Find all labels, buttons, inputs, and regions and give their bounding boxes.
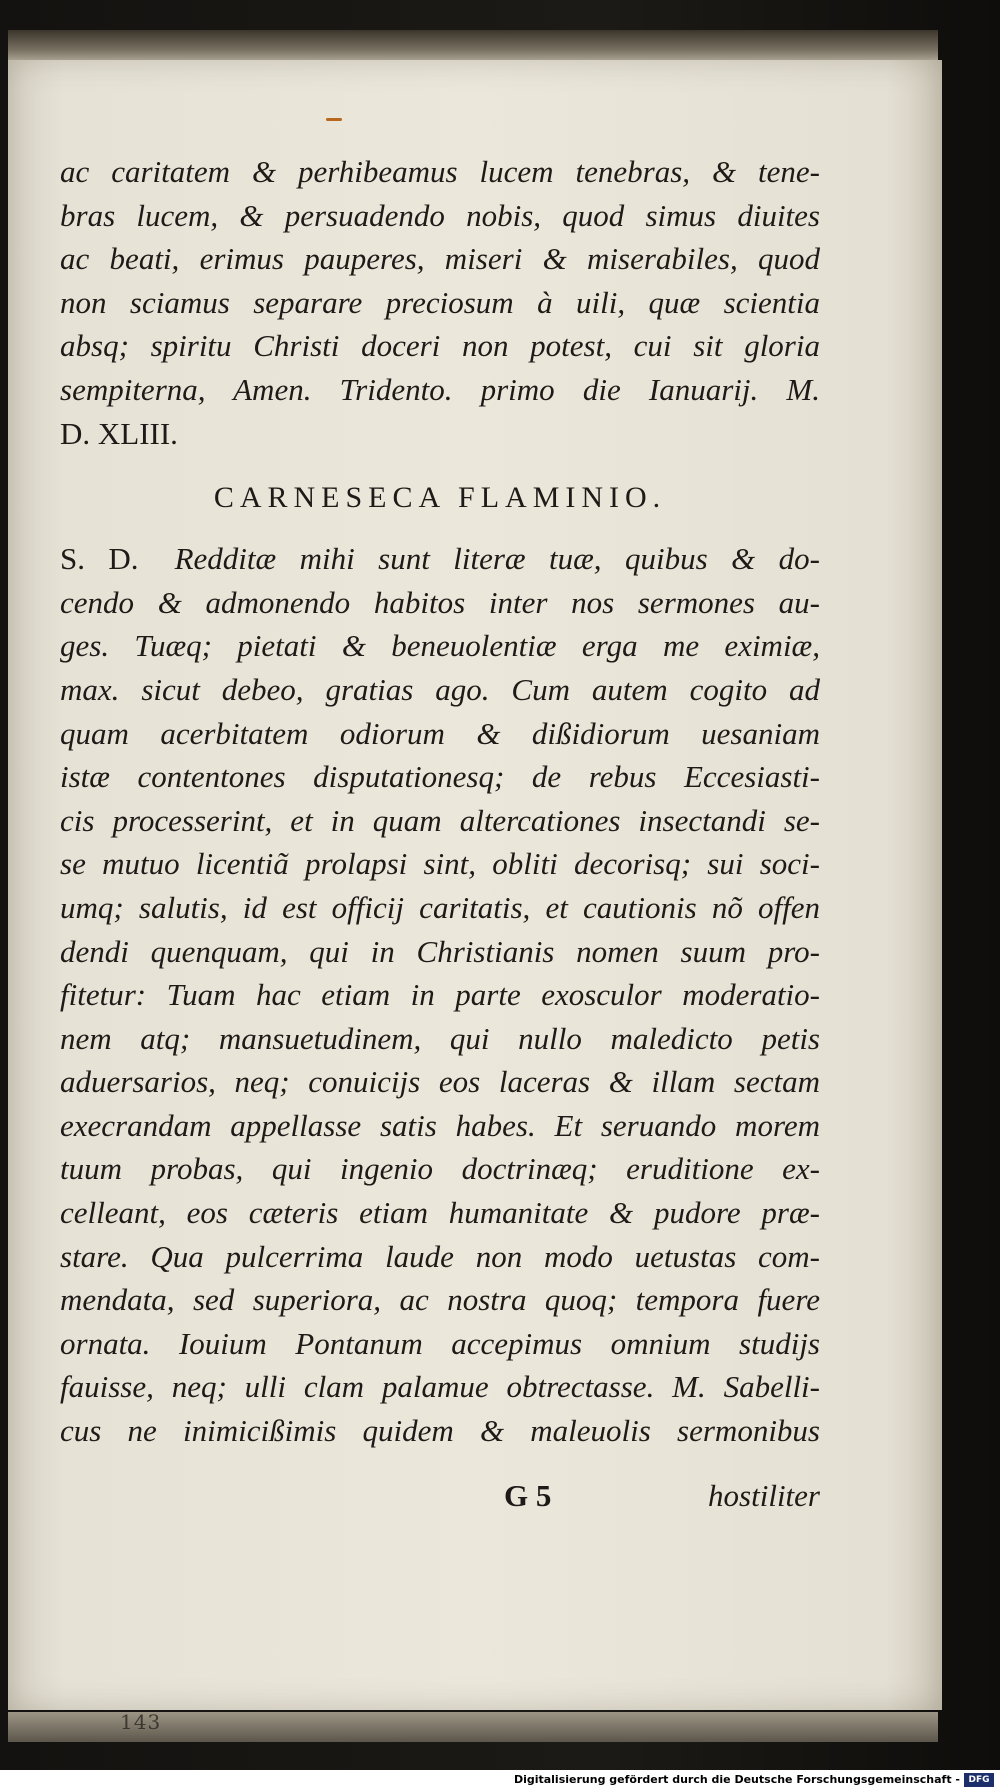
salutation: S. D. [60, 541, 139, 577]
text-line: cendo & admonendo habitos inter nos sermones au- [60, 584, 820, 620]
text-line: nem atq; mansuetudinem, qui nullo maledicto petis [60, 1020, 820, 1056]
text-line: tuum probas, qui ingenio doctrinæq; eruditione ex- [60, 1151, 820, 1187]
footer-credit: Digitalisierung gefördert durch die Deutsche Forschungsgemeinschaft - [513, 1773, 960, 1786]
page-top-edge [8, 30, 938, 64]
text-line: istæ contentones disputationesq; de rebus Eccesiasti- [60, 759, 820, 795]
first-line-text: Redditæ mihi sunt literæ tuæ, quibus & do- [174, 541, 820, 577]
dfg-logo: DFG [964, 1773, 994, 1787]
text-line: ac beati, erimus pauperes, miseri & miserabiles, quod [60, 241, 820, 277]
catchword: hostiliter [708, 1478, 820, 1513]
page-text [60, 150, 820, 1453]
text-line: non sciamus separare preciosum à uili, quæ scientia [60, 284, 820, 320]
text-line: ac caritatem & perhibeamus lucem tenebras, & tene- [60, 154, 820, 189]
text-line: dendi quenquam, qui in Christianis nomen suum pro- [60, 933, 820, 969]
text-line: cus ne inimicißimis quidem & maleuolis sermonibus [60, 1413, 820, 1449]
digitization-footer [0, 1770, 1000, 1791]
text-line: umq; salutis, id est officij caritatis, et cautionis nõ offen [60, 889, 820, 925]
ink-mark [326, 118, 342, 121]
text-line: sempiterna, Amen. Tridento. primo die Ianuarij. M. [60, 371, 820, 407]
text-line: ges. Tuæq; pietati & beneuolentiæ erga me eximiæ, [60, 628, 820, 664]
text-line: stare. Qua pulcerrima laude non modo uetustas com- [60, 1238, 820, 1274]
folio-number: 143 [120, 1710, 162, 1734]
signature-mark: G 5 [504, 1478, 552, 1513]
text-line: celleant, eos cæteris etiam humanitate & pudore præ- [60, 1195, 820, 1231]
text-line: quam acerbitatem odiorum & dißidiorum uesaniam [60, 715, 820, 751]
text-line-first [60, 537, 820, 581]
text-line: execrandam appellasse satis habes. Et seruando morem [60, 1107, 820, 1143]
text-line: bras lucem, & persuadendo nobis, quod simus diuites [60, 197, 820, 233]
text-line: D. XLIII. [60, 415, 178, 451]
text-line: absq; spiritu Christi doceri non potest, cui sit gloria [60, 328, 820, 364]
text-line: cis processerint, et in quam altercationes insectandi se- [60, 802, 820, 838]
page-footer-line [60, 1478, 820, 1522]
text-line: fitetur: Tuam hac etiam in parte exosculor moderatio- [60, 977, 820, 1013]
text-line: max. sicut debeo, gratias ago. Cum autem cogito ad [60, 671, 820, 707]
text-line: fauisse, neq; ulli clam palamue obtrectasse. M. Sabelli- [60, 1369, 820, 1405]
letter-heading: CARNESECA FLAMINIO. [213, 481, 667, 515]
text-line: ornata. Iouium Pontanum accepimus omnium studijs [60, 1325, 820, 1361]
text-line: se mutuo licentiã prolapsi sint, obliti decorisq; sui soci- [60, 846, 820, 882]
text-line: mendata, sed superiora, ac nostra quoq; tempora fuere [60, 1282, 820, 1318]
text-line: aduersarios, neq; conuicijs eos laceras & illam sectam [60, 1064, 820, 1100]
